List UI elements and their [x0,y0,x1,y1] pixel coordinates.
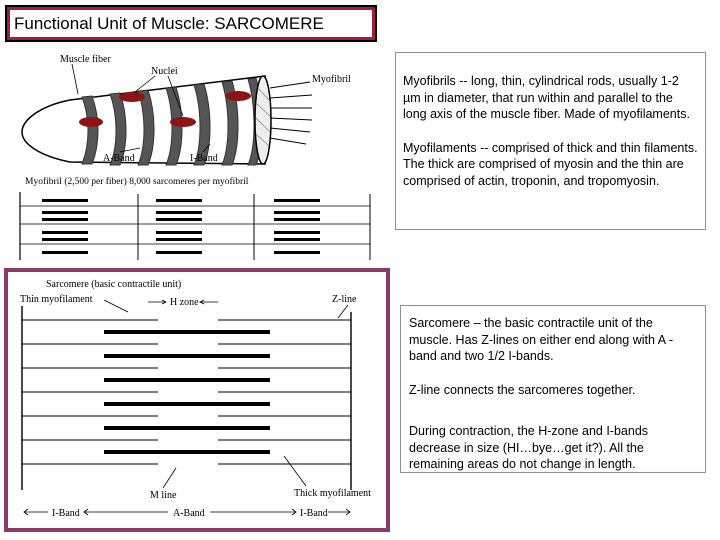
muscle-fiber-diagram [0,48,390,263]
i-band-label: I-Band [190,153,218,164]
fiber-end [255,76,271,164]
a-band-bottom-label: A-Band [173,508,205,519]
sarcomere-diagram [8,272,386,528]
nuclei-label: Nuclei [151,66,178,77]
contraction-description: During contraction, the H-zone and I-bands decrease in size (HI…bye…get it?). All the remaining areas do not change in length. [409,424,649,471]
h-zone-label: H zone [170,297,199,308]
page-title: Functional Unit of Muscle: SARCOMERE [10,10,372,37]
myofibril-strands [270,82,312,144]
i-band-right-label: I-Band [300,508,328,519]
myofibril-text-panel [395,52,706,230]
z-line-description: Z-line connects the sarcomeres together. [409,382,636,397]
m-line-label: M line [150,490,177,501]
myofibril-strip [20,192,370,260]
a-band-label: A-Band [103,153,135,164]
myofibril-label: Myofibril [312,74,351,85]
z-line-top-label: Z-line [332,294,357,305]
sarcomere-frame [4,268,390,532]
sarcomere-text-panel [400,305,706,473]
thick-myofilament-label: Thick myofilament [294,488,371,499]
sarcomere-description: Sarcomere – the basic contractile unit of the muscle. Has Z-lines on either end along with A -band and two 1/2 I-bands. [409,316,674,363]
thin-myofilament-label: Thin myofilament [20,294,93,305]
myofibrils-description: Myofibrils -- long, thin, cylindrical rods, usually 1-2 µm in diameter, that run within and parallel to the long axis of the muscle fiber. Made of myofilaments. [403,74,690,121]
title-box [5,5,377,42]
thin-filaments [22,320,351,464]
myofibril-thick-filaments [42,199,320,254]
muscle-fiber-label: Muscle fiber [60,54,111,65]
myofilaments-description: Myofilaments -- comprised of thick and thin filaments. The thick are comprised of myosin and the thin are comprised of actin, troponin, and tropomyosin. [403,140,698,188]
i-band-left-label: I-Band [52,508,80,519]
myofibril-caption: Myofibril (2,500 per fiber) 8,000 sarcomeres per myofibril [25,177,249,187]
sarcomere-label: Sarcomere (basic contractile unit) [46,279,182,290]
